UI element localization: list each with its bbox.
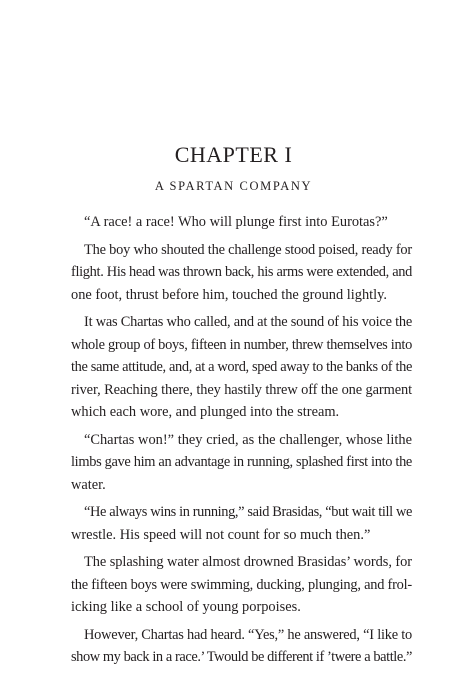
- text-line: water.: [71, 476, 106, 493]
- text-line: river, Reaching there, they hastily threw off the one garment: [71, 381, 412, 398]
- paragraph: [71, 429, 412, 497]
- text-line: whole group of boys, fifteen in number, threw themselves into: [71, 336, 413, 353]
- text-line: the same attitude, and, at a word, sped away to the banks of the: [71, 359, 412, 375]
- text-line: However, Chartas had heard. “Yes,” he answered, “I like to: [84, 626, 412, 643]
- text-line: “He always wins in running,” said Brasidas, “but wait till we: [84, 504, 412, 520]
- body-text: [71, 211, 412, 674]
- paragraph: [71, 624, 412, 669]
- paragraph: [71, 551, 412, 619]
- text-line: flight. His head was thrown back, his arms were extended, and: [71, 264, 412, 280]
- text-line: show my back in a race.’ Twould be different if ’twere a battle.”: [71, 649, 412, 665]
- text-line: one foot, thrust before him, touched the ground lightly.: [71, 286, 387, 303]
- text-line: icking like a school of young porpoises.: [71, 599, 301, 615]
- text-line: The boy who shouted the challenge stood poised, ready for: [84, 241, 413, 258]
- text-line: The splashing water almost drowned Brasidas’ words, for: [84, 554, 412, 570]
- chapter-subtitle: A SPARTAN COMPANY: [154, 179, 313, 193]
- paragraph: [71, 501, 412, 546]
- text-line: the fifteen boys were swimming, ducking, plunging, and frol-: [71, 576, 412, 593]
- text-line: “Chartas won!” they cried, as the challenger, whose lithe: [84, 431, 412, 448]
- paragraph: [71, 311, 412, 424]
- text-line: which each wore, and plunged into the stream.: [71, 404, 340, 420]
- text-line: It was Chartas who called, and at the sound of his voice the: [84, 314, 413, 330]
- text-line: wrestle. His speed will not count for so much then.”: [71, 526, 371, 543]
- paragraph: [71, 239, 412, 307]
- text-line: “A race! a race! Who will plunge first into Eurotas?”: [84, 214, 388, 230]
- chapter-heading: CHAPTER I: [174, 142, 293, 167]
- text-line: limbs gave him an advantage in running, splashed first into the: [71, 454, 412, 470]
- paragraph: [71, 211, 412, 234]
